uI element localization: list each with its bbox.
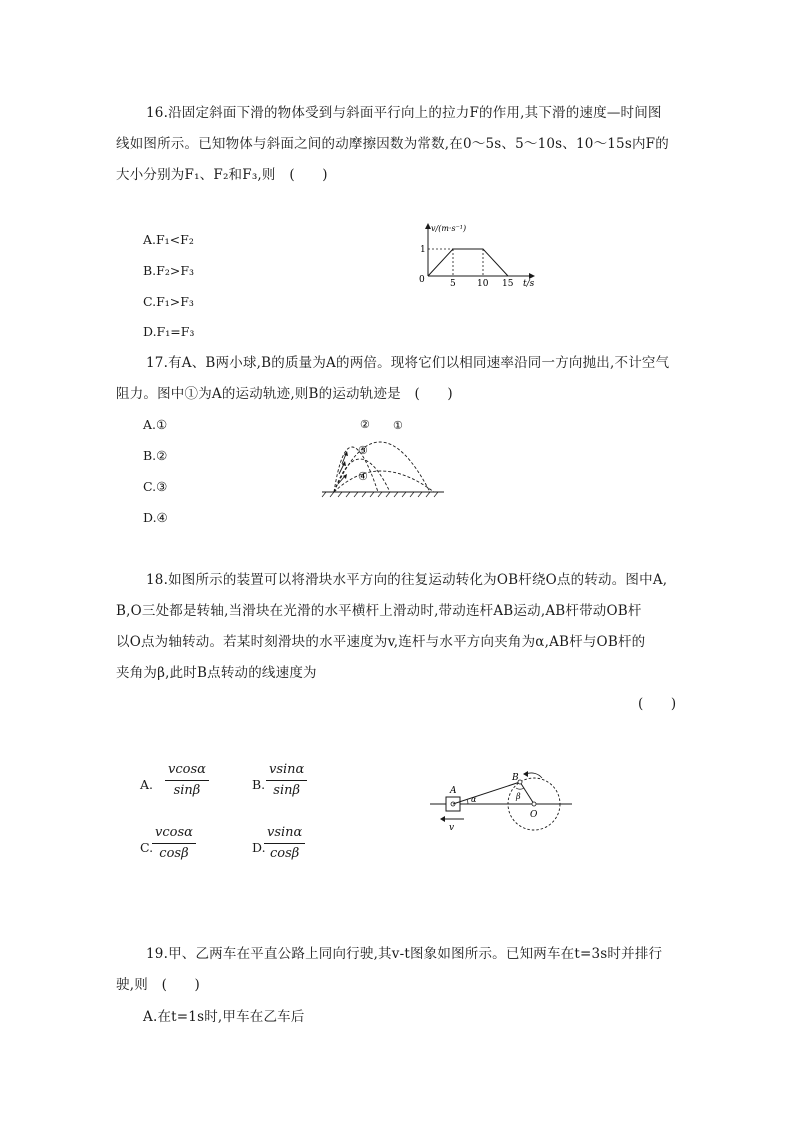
q18-line-3: 以O点为轴转动。若某时刻滑块的水平速度为v,连杆与水平方向夹角为α,AB杆与OB杆的: [116, 634, 646, 650]
q18-rod-ob: [520, 782, 534, 804]
q16-graph-xtick-15: 15: [502, 279, 514, 289]
q17-ground-hatch: [322, 492, 438, 497]
q18-option-b-numerator: vsinα: [266, 762, 307, 781]
q18-option-d-denominator: cosβ: [270, 846, 300, 861]
q18-option-a-letter: A.: [140, 777, 154, 792]
q17-trajectory-4: [334, 471, 434, 492]
q19-line-2: 驶,则 ( ): [116, 977, 200, 993]
q16-graph-ytick: 1: [420, 245, 426, 255]
q17-trajectory-1: [334, 442, 430, 492]
q18-option-c-letter: C.: [140, 840, 154, 855]
q16-line-1: 16.沿固定斜面下滑的物体受到与斜面平行向上的拉力F的作用,其下滑的速度—时间图: [146, 105, 662, 121]
q18-mechanism-figure: [428, 766, 574, 836]
q17-option-c: C.③: [143, 479, 168, 494]
q16-graph-origin: 0: [419, 275, 425, 285]
q18-option-c-denominator: cosβ: [159, 846, 189, 861]
q18-option-d-numerator: vsinα: [264, 825, 305, 844]
q16-line-3: 大小分别为F₁、F₂和F₃,则 ( ): [116, 167, 328, 183]
q17-line-2: 阻力。图中①为A的运动轨迹,则B的运动轨迹是 ( ): [116, 386, 453, 402]
q17-label-2: ②: [360, 418, 370, 431]
q18-option-a-numerator: vcosα: [165, 762, 209, 781]
q18-label-o: O: [530, 810, 538, 820]
q17-option-d: D.④: [143, 510, 168, 525]
q18-label-v: v: [449, 823, 455, 833]
q18-alpha-arc: [467, 799, 468, 804]
q17-trajectory-figure: [318, 414, 448, 498]
q16-option-c: C.F₁>F₃: [143, 294, 194, 309]
q18-option-b-denominator: sinβ: [273, 783, 301, 798]
q16-graph-velocity-line: [428, 249, 508, 276]
q18-option-d-letter: D.: [252, 840, 266, 855]
q18-answer-bracket: ( ): [638, 696, 677, 712]
q17-trajectory-2: [334, 447, 378, 492]
q17-label-4: ④: [358, 470, 368, 483]
q18-option-c-numerator: vcosα: [152, 825, 196, 844]
q18-pivot-o: [532, 802, 536, 806]
q17-line-1: 17.有A、B两小球,B的质量为A的两倍。现将它们以相同速率沿同一方向抛出,不计空气: [146, 355, 670, 371]
q18-label-b: B: [512, 773, 519, 783]
q16-graph-xtick-10: 10: [477, 279, 489, 289]
q17-label-1: ①: [393, 419, 403, 432]
q18-option-d-fraction: [264, 825, 305, 862]
q18-label-alpha: α: [471, 795, 477, 804]
q18-beta-arc: [516, 788, 524, 789]
q18-option-b-fraction: [266, 762, 307, 799]
q16-option-b: B.F₂>F₃: [143, 263, 195, 278]
q17-option-a: A.①: [143, 417, 168, 432]
q18-option-b-letter: B.: [252, 777, 266, 792]
q16-graph-ylabel: v/(m·s⁻¹): [431, 224, 467, 233]
q18-option-a-fraction: [165, 762, 209, 799]
q16-option-a: A.F₁<F₂: [143, 232, 194, 247]
q18-rotation-arrow: [526, 773, 542, 778]
q16-graph-xlabel: t/s: [523, 279, 535, 289]
q18-line-2: B,O三处都是转轴,当滑块在光滑的水平横杆上滑动时,带动连杆AB运动,AB杆带动OB杆: [116, 603, 642, 619]
q17-option-b: B.②: [143, 448, 168, 463]
q16-vt-graph: [410, 220, 540, 292]
q18-line-4: 夹角为β,此时B点转动的线速度为: [116, 665, 317, 681]
q18-option-a-denominator: sinβ: [173, 783, 201, 798]
q18-label-a: A: [450, 786, 457, 796]
q18-label-beta: β: [516, 792, 521, 801]
q18-option-c-fraction: [152, 825, 196, 862]
q16-option-d: D.F₁=F₃: [143, 324, 195, 339]
q19-line-1: 19.甲、乙两车在平直公路上同向行驶,其v-t图象如图所示。已知两车在t=3s时并排行: [146, 946, 663, 962]
q17-label-3: ③: [358, 444, 368, 457]
q16-line-2: 线如图所示。已知物体与斜面之间的动摩擦因数为常数,在0～5s、5～10s、10～15s内F的: [116, 136, 669, 152]
q19-option-a: A.在t=1s时,甲车在乙车后: [143, 1009, 305, 1025]
q18-line-1: 18.如图所示的装置可以将滑块水平方向的往复运动转化为OB杆绕O点的转动。图中A,: [146, 572, 668, 588]
q16-graph-xtick-5: 5: [450, 279, 456, 289]
